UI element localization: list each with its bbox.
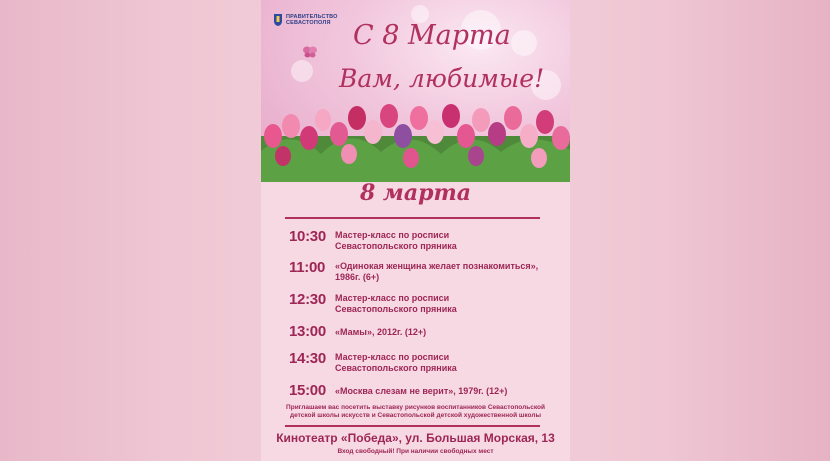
schedule-description: «Москва слезам не верит», 1979г. (12+) — [335, 386, 508, 396]
poster — [261, 0, 570, 461]
greeting-line-1: С 8 Марта — [353, 20, 511, 51]
logo-line-2: СЕВАСТОПОЛЯ — [286, 20, 331, 26]
coat-of-arms-icon — [273, 13, 283, 27]
government-logo — [273, 13, 338, 27]
logo-line-1: ПРАВИТЕЛЬСТВО — [286, 14, 338, 20]
free-entry-note: Вход свободный! При наличии свободных мест — [337, 448, 494, 455]
schedule-time: 10:30 — [289, 228, 326, 245]
schedule-time: 13:00 — [289, 323, 326, 340]
schedule-description: Мастер-класс по росписи Севастопольского пряника — [335, 293, 457, 314]
schedule-description: Мастер-класс по росписи Севастопольского пряника — [335, 352, 457, 373]
hero-banner — [261, 0, 570, 182]
schedule-time: 12:30 — [289, 291, 326, 308]
greeting-line-2: Вам, любимые! — [339, 64, 545, 93]
schedule-time: 14:30 — [289, 350, 326, 367]
schedule-description: Мастер-класс по росписи Севастопольского пряника — [335, 230, 457, 251]
tulip-bouquet-image — [261, 96, 570, 182]
schedule-time: 15:00 — [289, 382, 326, 399]
venue-address: Кинотеатр «Победа», ул. Большая Морская, 13 — [276, 431, 555, 445]
schedule-time: 11:00 — [289, 259, 326, 276]
date-heading: 8 марта — [359, 180, 472, 206]
exhibition-invitation: Приглашаем вас посетить выставку рисунков воспитанников Севастопольской детской школы искусств и Севастопольской детской художественной школы — [286, 404, 545, 419]
schedule-description: «Одинокая женщина желает познакомиться», 1986г. (6+) — [335, 261, 539, 282]
schedule-description: «Мамы», 2012г. (12+) — [335, 327, 427, 337]
divider-bottom — [285, 425, 540, 427]
divider-top — [285, 217, 540, 219]
butterfly-icon — [303, 46, 317, 58]
